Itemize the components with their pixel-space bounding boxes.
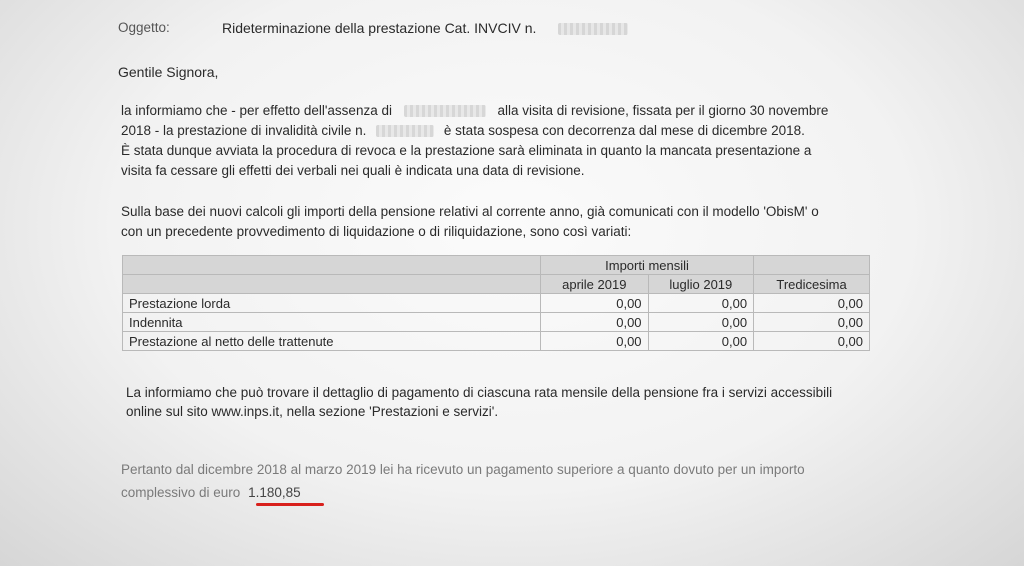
cell-value: 0,00 (754, 313, 870, 332)
p1-line-2-a: 2018 - la prestazione di invalidità civile n. (121, 123, 367, 138)
table-row (123, 332, 870, 351)
cell-value: 0,00 (541, 332, 649, 351)
p1-line-2 (121, 123, 805, 138)
subject-line (118, 20, 537, 36)
cell-value: 0,00 (541, 313, 649, 332)
cell-value: 0,00 (648, 313, 754, 332)
table-row (123, 294, 870, 313)
redacted-number (558, 23, 628, 35)
p4-line-2 (121, 485, 301, 500)
cell-value: 0,00 (648, 294, 754, 313)
column-header: aprile 2019 (541, 275, 649, 294)
row-header-blank (123, 275, 541, 294)
subject-text: Rideterminazione della prestazione Cat. INVCIV n. (222, 20, 537, 36)
row-label: Prestazione al netto delle trattenute (123, 332, 541, 351)
p1-line-1-a: la informiamo che - per effetto dell'assenza di (121, 103, 392, 118)
p4-line-1: Pertanto dal dicembre 2018 al marzo 2019 lei ha ricevuto un pagamento superiore a quanto dovuto per un importo (121, 462, 805, 477)
p1-line-3: È stata dunque avviata la procedura di revoca e la prestazione sarà eliminata in quanto la mancata presentazione a (121, 143, 812, 158)
row-label: Indennita (123, 313, 541, 332)
red-underline-highlight (256, 503, 324, 506)
group-header: Importi mensili (541, 256, 754, 275)
p1-line-1 (121, 103, 828, 118)
table-corner (123, 256, 541, 275)
p3-line-1: La informiamo che può trovare il dettaglio di pagamento di ciascuna rata mensile della pensione fra i servizi accessibili (126, 385, 833, 400)
p2-line-1: Sulla base dei nuovi calcoli gli importi della pensione relativi al corrente anno, già comunicati con il modello 'ObisM' o (121, 204, 819, 219)
column-header: luglio 2019 (648, 275, 754, 294)
p3-line-2: online sul sito www.inps.it, nella sezione 'Prestazioni e servizi'. (126, 404, 499, 419)
p2-line-2: con un precedente provvedimento di liquidazione o di riliquidazione, sono così variati: (121, 224, 632, 239)
cell-value: 0,00 (754, 332, 870, 351)
redacted-name (404, 105, 486, 117)
p4-line-2-text: complessivo di euro (121, 485, 241, 500)
cell-value: 0,00 (541, 294, 649, 313)
cell-value: 0,00 (648, 332, 754, 351)
overpayment-amount: 1.180,85 (248, 485, 301, 500)
redacted-number (376, 125, 434, 137)
row-label: Prestazione lorda (123, 294, 541, 313)
p1-line-2-b: è stata sospesa con decorrenza dal mese di dicembre 2018. (443, 123, 805, 138)
cell-value: 0,00 (754, 294, 870, 313)
subject-label: Oggetto: (118, 20, 170, 35)
amounts-table (122, 255, 870, 351)
group-header-blank (754, 256, 870, 275)
table-row (123, 313, 870, 332)
p1-line-4: visita fa cessare gli effetti dei verbali nei quali è indicata una data di revisione. (121, 163, 585, 178)
column-header: Tredicesima (754, 275, 870, 294)
greeting: Gentile Signora, (118, 64, 219, 80)
p1-line-1-b: alla visita di revisione, fissata per il giorno 30 novembre (497, 103, 829, 118)
